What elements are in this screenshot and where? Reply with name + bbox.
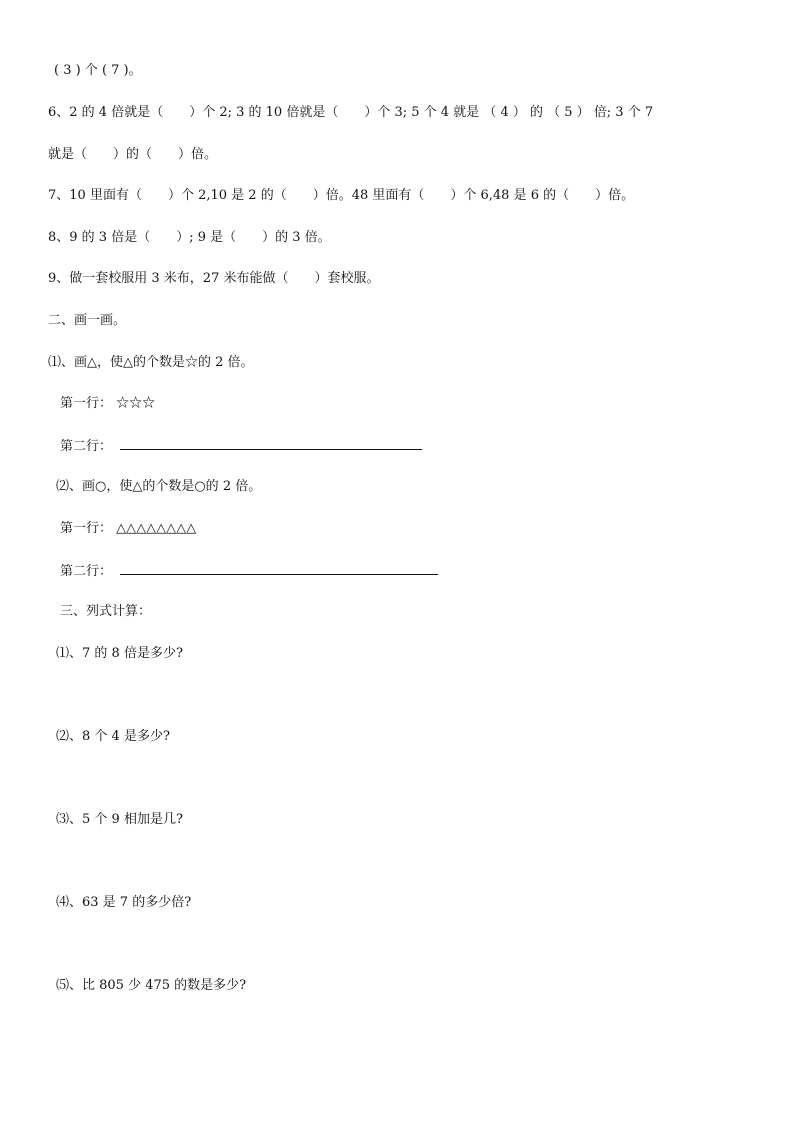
draw-question-1: ⑴、画△，使△的个数是☆的 2 倍。 bbox=[48, 355, 254, 370]
calc-question-3: ⑶、5 个 9 相加是几? bbox=[56, 812, 183, 827]
calc-question-1: ⑴、7 的 8 倍是多少? bbox=[56, 646, 183, 661]
row-1-label: 第一行： bbox=[60, 521, 113, 536]
question-7: 7、10 里面有（ ）个 2,10 是 2 的（ ）倍。48 里面有（ ）个 6,48 是 6 的（ ）倍。 bbox=[48, 188, 635, 203]
draw-q2-row-2 bbox=[60, 562, 438, 581]
fill-line-continued: ( 3 ) 个 ( 7 )。 bbox=[54, 63, 142, 78]
calc-question-4: ⑷、63 是 7 的多少倍? bbox=[56, 895, 192, 910]
row-2-label: 第二行： bbox=[60, 439, 113, 454]
stars-row: ☆☆☆ bbox=[116, 396, 156, 411]
row-2-label: 第二行： bbox=[60, 564, 113, 579]
draw-q1-row-2 bbox=[60, 437, 422, 456]
question-8: 8、9 的 3 倍是（ ）; 9 是（ ）的 3 倍。 bbox=[48, 230, 331, 245]
answer-line[interactable] bbox=[120, 437, 422, 450]
calc-question-5: ⑸、比 805 少 475 的数是多少? bbox=[56, 978, 247, 993]
section-2-title: 二、画一画。 bbox=[48, 313, 127, 328]
draw-q2-row-1 bbox=[60, 520, 196, 538]
question-9: 9、做一套校服用 3 米布，27 米布能做（ ）套校服。 bbox=[48, 271, 380, 286]
answer-line[interactable] bbox=[120, 562, 438, 575]
calc-question-2: ⑵、8 个 4 是多少? bbox=[56, 729, 170, 744]
section-3-title: 三、列式计算： bbox=[60, 604, 152, 619]
row-1-label: 第一行： bbox=[60, 396, 113, 411]
question-6: 6、2 的 4 倍就是（ ）个 2; 3 的 10 倍就是（ ）个 3; 5 个 4 就是 （ 4 ） 的 （ 5 ） 倍; 3 个 7 bbox=[48, 105, 654, 120]
draw-q1-row-1 bbox=[60, 395, 155, 413]
triangles-row: △△△△△△△△ bbox=[116, 521, 197, 536]
question-6-continued: 就是（ ）的（ ）倍。 bbox=[48, 147, 218, 162]
draw-question-2: ⑵、画○，使△的个数是○的 2 倍。 bbox=[56, 479, 262, 494]
